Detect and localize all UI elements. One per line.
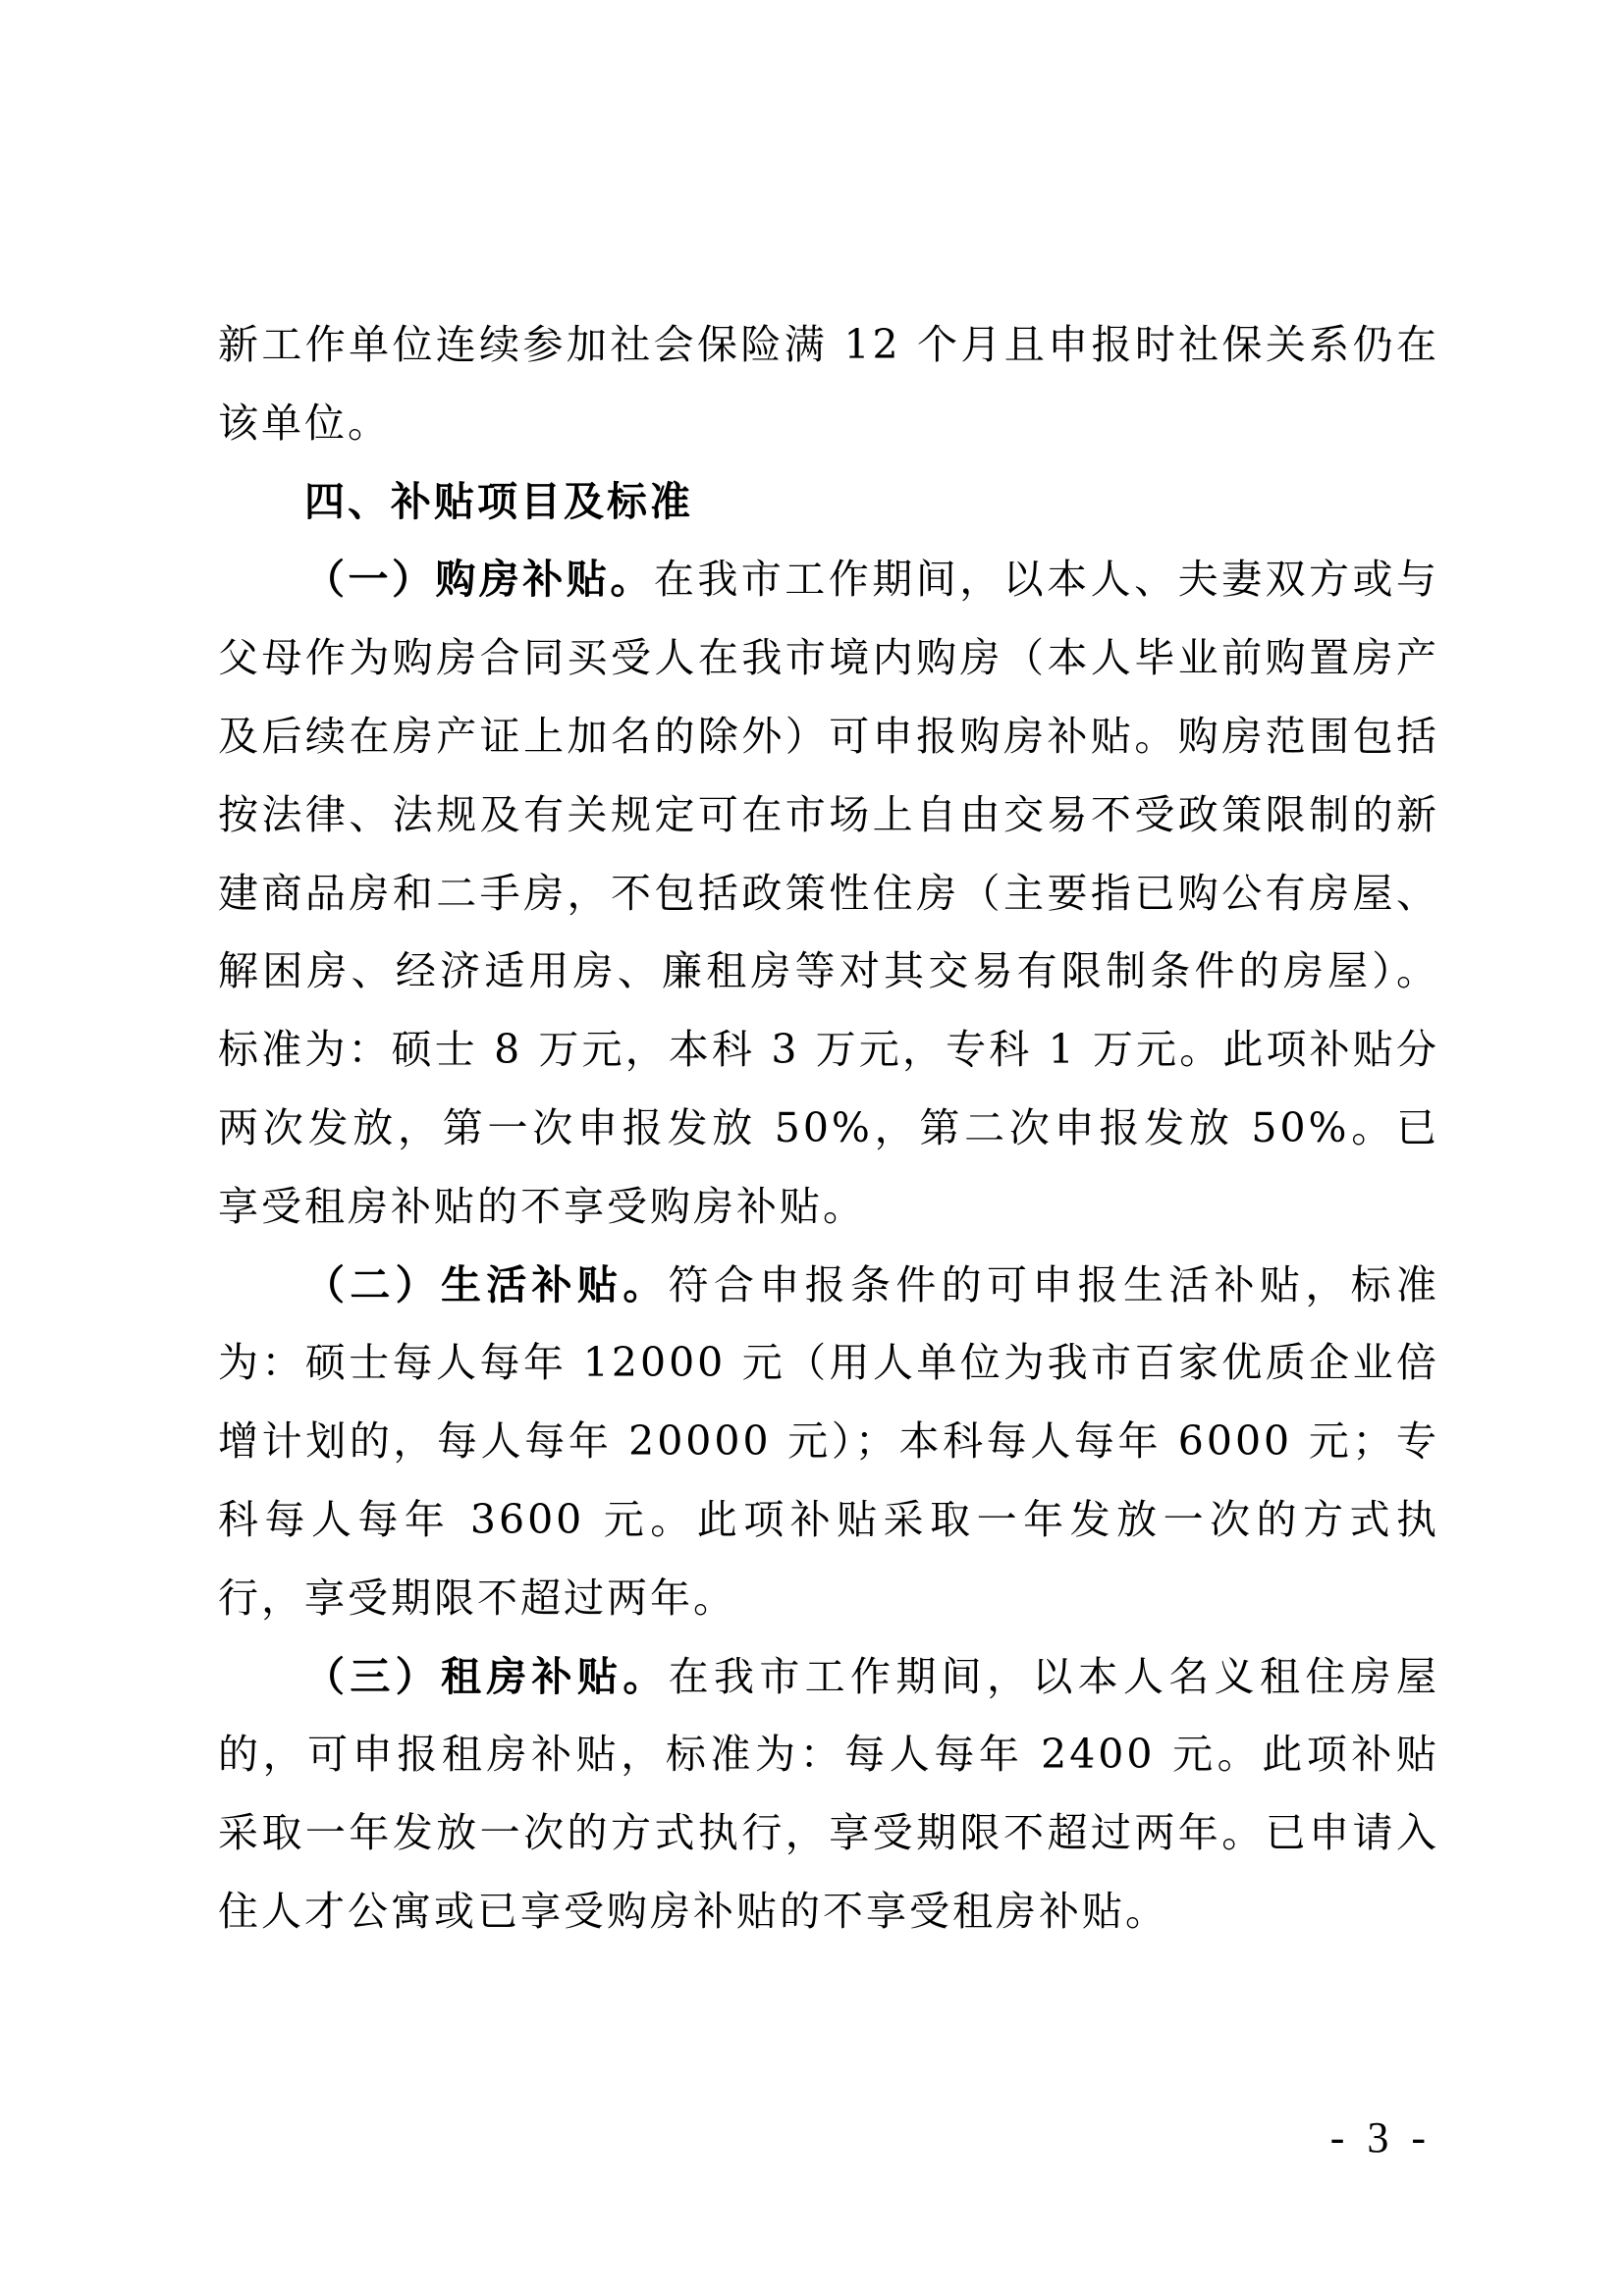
page-number: - 3 - [1329,2113,1432,2162]
subsection-label: （二）生活补贴。 [304,1260,669,1308]
subsection-text: 在我市工作期间，以本人名义租住房屋的，可申报租房补贴，标准为：每人每年 2400 元。此项补贴采取一年发放一次的方式执行，享受期限不超过两年。已申请入住人才公寓或已享受购房补贴的不享受租房补贴。 [218,1652,1440,1935]
subsection-label: （一）购房补贴。 [304,556,654,604]
subsection-text: 在我市工作期间，以本人、夫妻双方或与父母作为购房合同买受人在我市境内购房（本人毕业前购置房产及后续在房产证上加名的除外）可申报购房补贴。购房范围包括按法律、法规及有关规定可在市场上自由交易不受政策限制的新建商品房和二手房，不包括政策性住房（主要指已购公有房屋、解困房、经济适用房、廉租房等对其交易有限制条件的房屋）。标准为：硕士 8 万元，本科 3 万元，专科 1 万元。此项补贴分两次发放，第一次申报发放 50%，第二次申报发放 50%。已享受租房补贴的不享受购房补贴。 [218,556,1440,1230]
subsection-rent-subsidy [218,1638,1439,1951]
subsection-text: 符合申报条件的可申报生活补贴，标准为：硕士每人每年 12000 元（用人单位为我市百家优质企业倍增计划的，每人每年 20000 元）；本科每人每年 6000 元；专科每人每年 3600 元。此项补贴采取一年发放一次的方式执行，享受期限不超过两年。 [218,1260,1440,1622]
document-body [218,306,1439,1951]
subsection-purchase-subsidy [218,541,1439,1246]
paragraph-continuation: 新工作单位连续参加社会保险满 12 个月且申报时社保关系仍在该单位。 [218,321,1439,447]
subsection-living-subsidy [218,1247,1439,1638]
section-heading: 四、补贴项目及标准 [304,477,693,525]
subsection-label: （三）租房补贴。 [304,1652,669,1700]
